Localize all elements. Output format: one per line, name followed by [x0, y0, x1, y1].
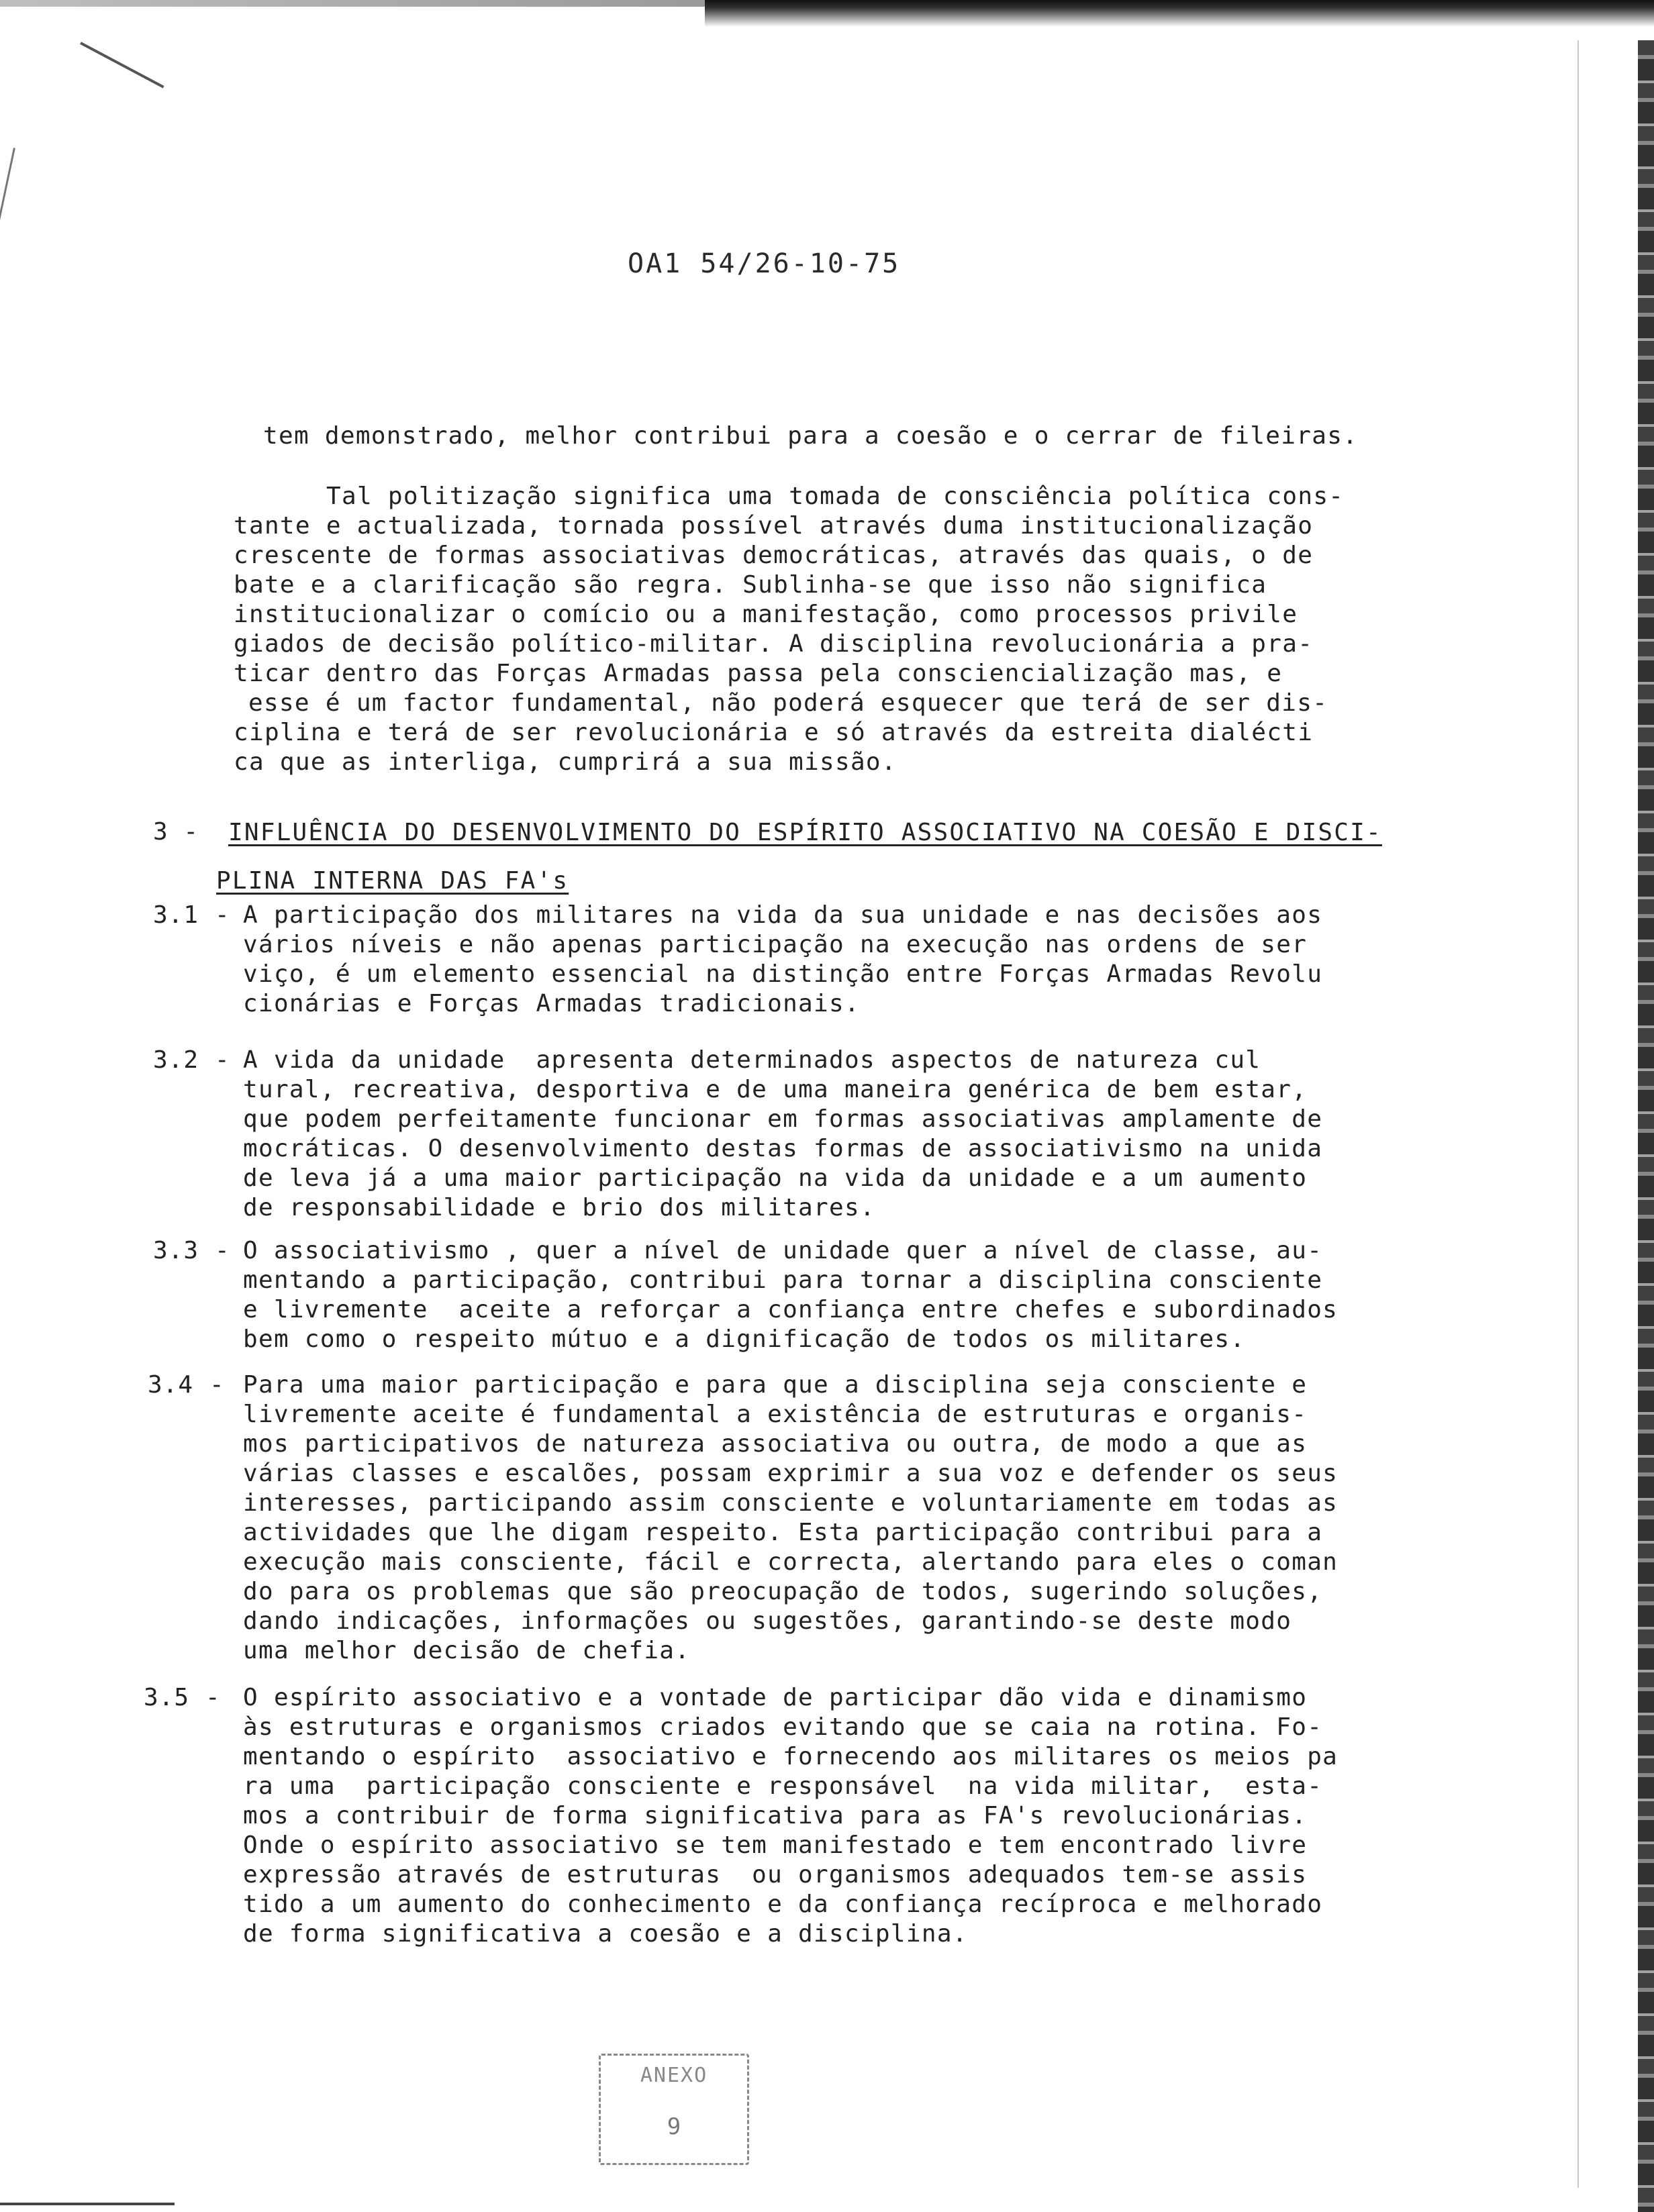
intro-line: esse é um factor fundamental, não poderá esquecer que terá de ser dis-: [248, 689, 1328, 717]
intro-line: crescente de formas associativas democráticas, através das quais, o de: [234, 542, 1314, 569]
scan-edge-right: [1638, 40, 1654, 2212]
scan-mark-top: [80, 42, 164, 88]
item-line: do para os problemas que são preocupação de todos, sugerindo soluções,: [243, 1578, 1323, 1605]
item-line: Onde o espírito associativo se tem manifestado e tem encontrado livre: [243, 1831, 1308, 1859]
intro-line: giados de decisão político-militar. A disciplina revolucionária a pra-: [234, 630, 1314, 658]
item-line: O associativismo , quer a nível de unidade quer a nível de classe, au-: [243, 1237, 1323, 1264]
section-number: 3 -: [153, 818, 199, 846]
scan-shadow-top: [705, 0, 1654, 27]
intro-line: Tal politização significa uma tomada de consciência política cons-: [326, 483, 1345, 510]
item-line: e livremente aceite a reforçar a confiança entre chefes e subordinados: [243, 1296, 1339, 1323]
item-line: bem como o respeito mútuo e a dignificação de todos os militares.: [243, 1325, 1246, 1353]
item-dash: -: [215, 1046, 230, 1074]
intro-line: bate e a clarificação são regra. Sublinha-se que isso não significa: [234, 571, 1267, 599]
item-line: actividades que lhe digam respeito. Esta participação contribui para a: [243, 1519, 1323, 1546]
item-line: tural, recreativa, desportiva e de uma maneira genérica de bem estar,: [243, 1076, 1308, 1103]
section-title-line-2: PLINA INTERNA DAS FA's: [216, 867, 569, 895]
item-line: livremente aceite é fundamental a existência de estruturas e organis-: [243, 1401, 1308, 1428]
item-line: mentando a participação, contribui para tornar a disciplina consciente: [243, 1266, 1323, 1294]
item-line: às estruturas e organismos criados evitando que se caia na rotina. Fo-: [243, 1713, 1323, 1741]
scan-fold-line: [1577, 40, 1579, 2188]
item-line: de forma significativa a coesão e a disciplina.: [243, 1920, 968, 1948]
item-line: mos a contribuir de forma significativa para as FA's revolucionárias.: [243, 1802, 1308, 1829]
item-line: de leva já a uma maior participação na vida da unidade e a um aumento: [243, 1164, 1308, 1192]
item-dash: -: [215, 901, 230, 929]
item-line: execução mais consciente, fácil e correcta, alertando para eles o coman: [243, 1548, 1339, 1576]
item-line: Para uma maior participação e para que a disciplina seja consciente e: [243, 1371, 1308, 1399]
item-number: 3.1: [153, 901, 199, 929]
item-line: tido a um aumento do conhecimento e da confiança recíproca e melhorado: [243, 1891, 1323, 1918]
document-reference: OA1 54/26-10-75: [628, 248, 901, 279]
item-line: O espírito associativo e a vontade de participar dão vida e dinamismo: [243, 1684, 1308, 1711]
item-number: 3.2: [153, 1046, 199, 1074]
annex-stamp-label: ANEXO: [640, 2064, 708, 2087]
item-line: expressão através de estruturas ou organismos adequados tem-se assis: [243, 1861, 1308, 1889]
item-number: 3.3: [153, 1237, 199, 1264]
item-line: várias classes e escalões, possam exprimir a sua voz e defender os seus: [243, 1460, 1339, 1487]
scan-mark-bottom: [0, 2203, 175, 2205]
scan-mark-left: [0, 148, 15, 660]
intro-line: tem demonstrado, melhor contribui para a coesão e o cerrar de fileiras.: [263, 422, 1359, 450]
intro-line: ciplina e terá de ser revolucionária e só através da estreita dialécti: [234, 719, 1314, 746]
annex-stamp-number: 9: [667, 2113, 681, 2140]
item-dash: -: [205, 1684, 220, 1711]
item-line: vários níveis e não apenas participação na execução nas ordens de ser: [243, 931, 1308, 958]
item-line: de responsabilidade e brio dos militares.: [243, 1194, 875, 1221]
item-line: mentando o espírito associativo e fornecendo aos militares os meios pa: [243, 1743, 1339, 1770]
intro-line: ticar dentro das Forças Armadas passa pela consciencialização mas, e: [234, 660, 1283, 687]
item-line: mos participativos de natureza associativa ou outra, de modo a que as: [243, 1430, 1308, 1458]
item-line: dando indicações, informações ou sugestões, garantindo-se deste modo: [243, 1607, 1292, 1635]
section-title-line-1: INFLUÊNCIA DO DESENVOLVIMENTO DO ESPÍRITO ASSOCIATIVO NA COESÃO E DISCI-: [228, 819, 1382, 846]
item-number: 3.4: [148, 1371, 194, 1399]
item-line: viço, é um elemento essencial na distinção entre Forças Armadas Revolu: [243, 960, 1323, 988]
item-dash: -: [215, 1237, 230, 1264]
item-line: mocráticas. O desenvolvimento destas formas de associativismo na unida: [243, 1135, 1323, 1162]
item-line: cionárias e Forças Armadas tradicionais.: [243, 990, 860, 1017]
intro-line: institucionalizar o comício ou a manifestação, como processos privile: [234, 601, 1298, 628]
item-line: A vida da unidade apresenta determinados aspectos de natureza cul: [243, 1046, 1261, 1074]
item-line: ra uma participação consciente e responsável na vida militar, esta-: [243, 1772, 1323, 1800]
item-line: A participação dos militares na vida da sua unidade e nas decisões aos: [243, 901, 1323, 929]
item-line: interesses, participando assim consciente e voluntariamente em todas as: [243, 1489, 1339, 1517]
intro-line: tante e actualizada, tornada possível através duma institucionalização: [234, 512, 1314, 540]
annex-stamp: [599, 2054, 749, 2165]
item-line: uma melhor decisão de chefia.: [243, 1637, 691, 1664]
item-line: que podem perfeitamente funcionar em formas associativas amplamente de: [243, 1105, 1323, 1133]
item-dash: -: [209, 1371, 224, 1399]
item-number: 3.5: [144, 1684, 190, 1711]
intro-line: ca que as interliga, cumprirá a sua missão.: [234, 748, 897, 776]
